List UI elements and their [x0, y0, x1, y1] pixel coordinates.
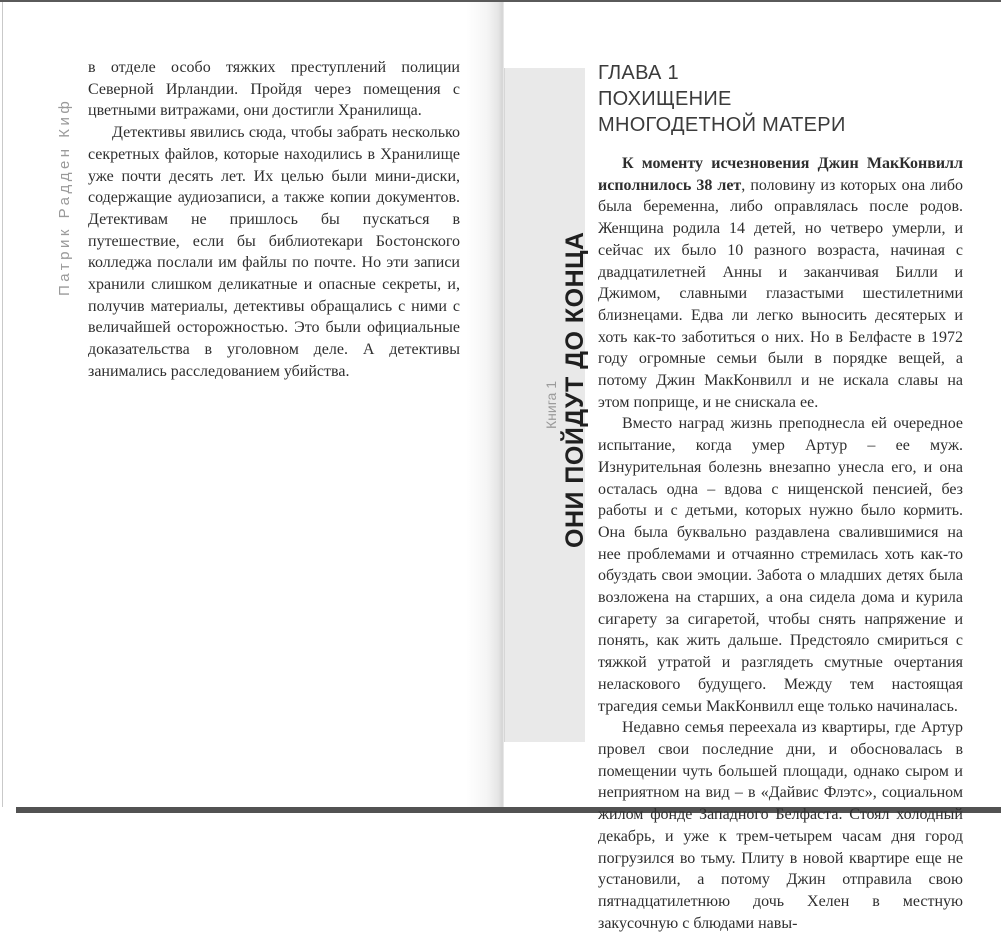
- paragraph-lead-bold: К моменту исчезновения Джин МакКонвилл исполнилось 38 лет: [598, 155, 963, 194]
- chapter-heading: [598, 60, 846, 138]
- left-window-edge: [2, 2, 3, 807]
- paragraph-text: , половину из которых она либо была беременна, либо оправлялась после родов. Женщина родила 14 детей, но четверо умерли, и сейчас их было 10 разного возраста, начиная с двадцатилетней Анны и заканчивая Билли и Джимом, славными глазастыми шестилетними близнецами. Едва ли легко выносить десятерых и хоть как-то заботиться о них. Но в Белфасте в 1972 году огромные семьи были в порядке вещей, а потому Джин МакКонвилл и не искала славы на этом поприще, и не снискала ее.: [598, 176, 964, 411]
- book-title-vertical: ОНИ ПОЙДУТ ДО КОНЦА: [561, 231, 589, 548]
- paragraph: [598, 153, 963, 413]
- left-page-text: [88, 57, 460, 383]
- paragraph: Вместо наград жизнь преподнесла ей очередное испытание, когда умер Артур – ее муж. Изнурительная болезнь внезапно унесла его, и она осталась одна – вдова с нищенской пенсией, без работы и с детьми, которых нужно было кормить. Она была буквально раздавлена свалившимися на нее проблемами и отчаянно стремилась хоть как-то обуздать свои эмоции. Забота о младших детях была возложена на старших, а она сидела дома и курила сигарету за сигаретой, чтобы снять напряжение и понять, как жить дальше. Предстояло смириться с тяжкой утратой и разглядеть смутные очертания неласкового будущего. Между тем настоящая трагедия семьи МакКонвилл еще только начиналась.: [598, 415, 963, 715]
- series-label-vertical: Книга 1: [543, 381, 559, 429]
- right-page-text: [598, 153, 963, 934]
- chapter-title-line: МНОГОДЕТНОЙ МАТЕРИ: [598, 114, 846, 136]
- paragraph: Недавно семья переехала из квартиры, где Артур провел свои последние дни, и обосновалась в помещении чуть большей площади, однако сыром и неприятном на вид – в «Дайвис Флэтс», социальном жилом фонде Западного Белфаста. Стоял холодный декабрь, и уже к трем-четырем часам дня город погрузился во тьму. Плиту в новой квартире еще не установили, а потому Джин отправила свою пятнадцатилетнюю дочь Хелен в местную закусочную с блюдами навы-: [598, 719, 963, 932]
- paragraph: Детективы явились сюда, чтобы забрать несколько секретных файлов, которые находились в Хранилище уже почти десять лет. Их целью были мини-диски, содержащие аудиозаписи, а также копии документов. Детективам не пришлось бы пускаться в путешествие, если бы библиотекари Бостонского колледжа послали им файлы по почте. Но эти записи хранили слишком деликатные и опасные секреты, и, получив материалы, детективы обращались с ними с величайшей осторожностью. Это были официальные доказательства в уголовном деле. А детективы занимались расследованием убийства.: [88, 124, 460, 380]
- chapter-number: ГЛАВА 1: [598, 62, 679, 84]
- page-gutter: [466, 2, 504, 807]
- author-vertical-label: Патрик Радден Киф: [56, 97, 73, 296]
- paragraph: в отделе особо тяжких преступлений полиции Северной Ирландии. Пройдя через помещения с цветными витражами, они достигли Хранилища.: [88, 59, 460, 120]
- chapter-title-line: ПОХИЩЕНИЕ: [598, 88, 732, 110]
